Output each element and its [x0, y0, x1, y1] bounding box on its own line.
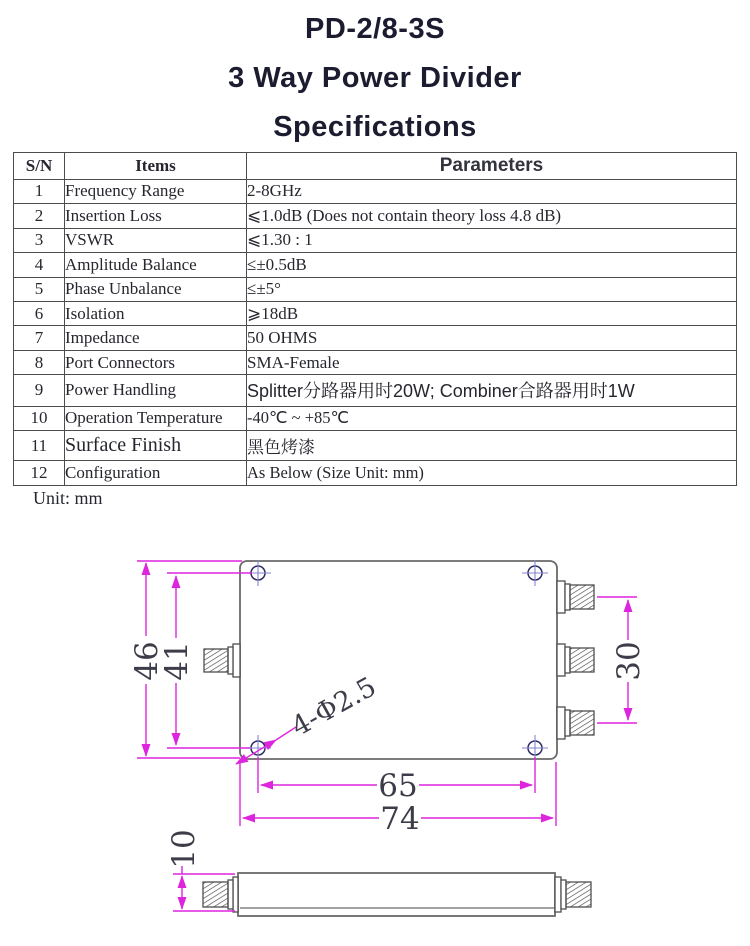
sma-connector-side-left [203, 877, 238, 912]
cell-sn: 6 [14, 301, 65, 325]
dim-label-41: 41 [159, 641, 195, 681]
cell-item: Frequency Range [65, 179, 247, 203]
cell-sn: 1 [14, 179, 65, 203]
cell-param: SMA-Female [247, 350, 737, 374]
table-row [14, 253, 737, 277]
divider-body-side-view [238, 873, 555, 916]
page-title-model: PD-2/8-3S [305, 13, 445, 45]
specifications-table [13, 152, 737, 486]
cell-sn: 2 [14, 204, 65, 228]
table-row [14, 431, 737, 461]
cell-item: VSWR [65, 228, 247, 252]
table-row [14, 179, 737, 203]
cell-item: Impedance [65, 326, 247, 350]
cell-item: Phase Unbalance [65, 277, 247, 301]
header-items: Items [65, 153, 247, 180]
header-parameters: Parameters [247, 153, 737, 180]
cell-sn: 9 [14, 375, 65, 406]
table-row [14, 204, 737, 228]
table-row [14, 375, 737, 406]
cell-param: ⩽1.0dB (Does not contain theory loss 4.8 dB) [247, 204, 737, 228]
holes-label: 4-Φ2.5 [286, 671, 382, 743]
top-view [204, 560, 594, 761]
table-row [14, 228, 737, 252]
dimension-drawing [0, 530, 750, 946]
table-row [14, 326, 737, 350]
table-row [14, 406, 737, 430]
cell-param: 50 OHMS [247, 326, 737, 350]
cell-param: 2-8GHz [247, 179, 737, 203]
cell-sn: 3 [14, 228, 65, 252]
table-header-row [14, 153, 737, 180]
sma-connector-output-3 [557, 707, 594, 739]
cell-item: Configuration [65, 461, 247, 486]
cell-item: Port Connectors [65, 350, 247, 374]
cell-sn: 12 [14, 461, 65, 486]
side-view [203, 873, 591, 916]
dim-label-74: 74 [380, 801, 420, 837]
table-row [14, 301, 737, 325]
cell-param: Splitter分路器用时20W; Combiner合路器用时1W [247, 375, 737, 406]
cell-sn: 11 [14, 431, 65, 461]
cell-item: Isolation [65, 301, 247, 325]
divider-body-top-view [240, 561, 557, 759]
cell-item: Operation Temperature [65, 406, 247, 430]
cell-sn: 8 [14, 350, 65, 374]
cell-param: ≤±0.5dB [247, 253, 737, 277]
cell-param: -40℃ ~ +85℃ [247, 406, 737, 430]
cell-param: ⩽1.30 : 1 [247, 228, 737, 252]
cell-sn: 7 [14, 326, 65, 350]
sma-connector-output-2 [557, 644, 594, 676]
cell-item: Surface Finish [65, 431, 247, 461]
sma-connector-output-1 [557, 581, 594, 613]
cell-sn: 10 [14, 406, 65, 430]
cell-param: ≤±5° [247, 277, 737, 301]
cell-sn: 4 [14, 253, 65, 277]
page-title-product: 3 Way Power Divider [228, 62, 522, 94]
cell-sn: 5 [14, 277, 65, 301]
table-row [14, 277, 737, 301]
header-sn: S/N [14, 153, 65, 180]
cell-item: Amplitude Balance [65, 253, 247, 277]
unit-note: Unit: mm [33, 488, 103, 508]
sma-connector-input [204, 644, 240, 677]
cell-item: Power Handling [65, 375, 247, 406]
dim-label-30: 30 [611, 641, 647, 681]
dim-label-10: 10 [166, 829, 202, 869]
cell-param: As Below (Size Unit: mm) [247, 461, 737, 486]
table-row [14, 350, 737, 374]
page-title-section: Specifications [273, 111, 477, 143]
dim-label-46: 46 [129, 641, 165, 681]
dim-label-65: 65 [378, 768, 418, 804]
table-row [14, 461, 737, 486]
cell-param: 黑色烤漆 [247, 431, 737, 461]
cell-item: Insertion Loss [65, 204, 247, 228]
sma-connector-side-right [555, 877, 591, 912]
cell-param: ⩾18dB [247, 301, 737, 325]
